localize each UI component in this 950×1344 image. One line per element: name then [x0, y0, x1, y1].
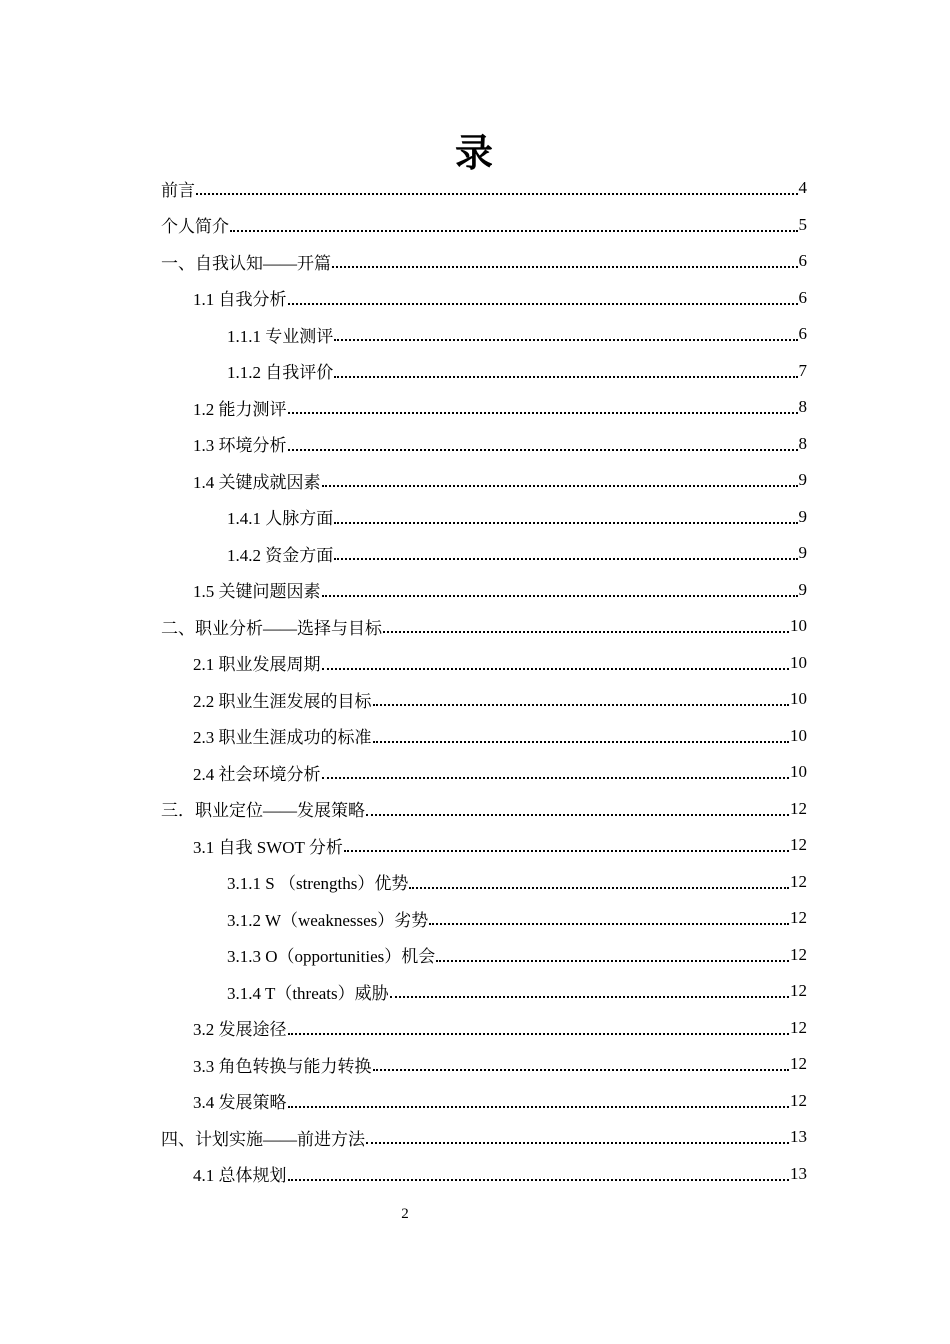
dot-leader — [288, 449, 798, 451]
toc-entry[interactable] — [0, 900, 950, 937]
dot-leader — [366, 1142, 789, 1144]
toc-entry-page: 13 — [790, 1127, 807, 1147]
toc-entry[interactable] — [0, 608, 950, 645]
toc-entry-page: 12 — [790, 981, 807, 1001]
toc-entry[interactable] — [0, 864, 950, 901]
toc-entry-label: 3.1 自我 SWOT 分析 — [193, 837, 343, 857]
toc-entry[interactable] — [0, 937, 950, 974]
dot-leader — [373, 1069, 790, 1071]
toc-entry-label: 1.3 环境分析 — [193, 436, 287, 456]
dot-leader — [436, 960, 789, 962]
toc-entry[interactable] — [0, 718, 950, 755]
toc-entry-label: 1.4.2 资金方面 — [227, 545, 334, 565]
toc-entry-page: 9 — [798, 579, 807, 599]
toc-entry[interactable] — [0, 572, 950, 609]
toc-entry-label: 3.1.2 W（weaknesses）劣势 — [227, 910, 429, 930]
dot-leader — [409, 887, 789, 889]
dot-leader — [383, 631, 789, 633]
toc-entry-page: 9 — [798, 506, 807, 526]
toc-entry-page: 8 — [798, 397, 807, 417]
toc-entry[interactable] — [0, 1010, 950, 1047]
toc-entry-label: 3.1.1 S （strengths）优势 — [227, 874, 409, 894]
toc-entry[interactable] — [0, 280, 950, 317]
toc-entry-label: 3.4 发展策略 — [193, 1093, 287, 1113]
dot-leader — [332, 266, 798, 268]
toc-entry-label: 1.2 能力测评 — [193, 399, 287, 419]
toc-entry[interactable] — [0, 462, 950, 499]
toc-entry-page: 9 — [798, 543, 807, 563]
dot-leader — [344, 850, 789, 852]
toc-entry[interactable] — [0, 170, 950, 207]
toc-entry-page: 12 — [790, 1054, 807, 1074]
toc-entry-page: 12 — [790, 1090, 807, 1110]
toc-entry[interactable] — [0, 681, 950, 718]
dot-leader — [322, 595, 798, 597]
toc-entry-label: 四、计划实施——前进方法 — [161, 1129, 365, 1149]
toc-entry-page: 6 — [798, 287, 807, 307]
dot-leader — [390, 996, 789, 998]
dot-leader — [288, 303, 798, 305]
dot-leader — [366, 814, 789, 816]
toc-entry[interactable] — [0, 1046, 950, 1083]
dot-leader — [373, 741, 790, 743]
toc-entry-page: 8 — [798, 433, 807, 453]
toc-entry-label: 2.1 职业发展周期 — [193, 655, 321, 675]
toc-entry-page: 12 — [790, 908, 807, 928]
toc-entry-page: 10 — [790, 762, 807, 782]
toc-entry-label: 2.4 社会环境分析 — [193, 764, 321, 784]
toc-entry-label: 3.1.4 T（threats）威胁 — [227, 983, 389, 1003]
toc-entry-label: 4.1 总体规划 — [193, 1166, 287, 1186]
toc-entry[interactable] — [0, 791, 950, 828]
dot-leader — [322, 668, 790, 670]
toc-entry-label: 二、职业分析——选择与目标 — [161, 618, 382, 638]
dot-leader — [334, 339, 797, 341]
toc-entry[interactable] — [0, 535, 950, 572]
dot-leader — [334, 376, 797, 378]
toc-entry-label: 前言 — [161, 180, 195, 200]
dot-leader — [373, 704, 790, 706]
toc-entry[interactable] — [0, 243, 950, 280]
dot-leader — [322, 777, 790, 779]
toc-entry-page: 12 — [790, 871, 807, 891]
toc-entry-page: 7 — [798, 360, 807, 380]
toc-entry[interactable] — [0, 499, 950, 536]
page-number: 2 — [401, 1206, 409, 1222]
toc-entry[interactable] — [0, 1083, 950, 1120]
toc-entry-label: 个人简介 — [161, 217, 229, 237]
toc-entry-page: 6 — [798, 251, 807, 271]
toc-entry-label: 1.4 关键成就因素 — [193, 472, 321, 492]
toc-entry-page: 5 — [798, 214, 807, 234]
dot-leader — [429, 923, 789, 925]
dot-leader — [288, 1106, 790, 1108]
dot-leader — [322, 485, 798, 487]
toc-entry-label: 1.4.1 人脉方面 — [227, 509, 334, 529]
toc-entry[interactable] — [0, 973, 950, 1010]
toc-entry-label: 1.1.1 专业测评 — [227, 326, 334, 346]
toc-entry-page: 12 — [790, 835, 807, 855]
toc-entry-label: 1.1 自我分析 — [193, 290, 287, 310]
toc-entry-label: 一、自我认知——开篇 — [161, 253, 331, 273]
toc-entry[interactable] — [0, 426, 950, 463]
toc-entry-page: 10 — [790, 725, 807, 745]
toc-entry-page: 10 — [790, 616, 807, 636]
dot-leader — [334, 522, 797, 524]
toc-entry[interactable] — [0, 827, 950, 864]
dot-leader — [288, 1179, 790, 1181]
toc-entry-label: 1.1.2 自我评价 — [227, 363, 334, 383]
dot-leader — [230, 230, 798, 232]
toc-entry-label: 2.2 职业生涯发展的目标 — [193, 691, 372, 711]
toc-entry-page: 12 — [790, 1017, 807, 1037]
toc-entry[interactable] — [0, 316, 950, 353]
toc-entry-label: 3.2 发展途径 — [193, 1020, 287, 1040]
toc-title: 录 — [454, 133, 495, 175]
dot-leader — [288, 412, 798, 414]
toc-entry-label: 2.3 职业生涯成功的标准 — [193, 728, 372, 748]
dot-leader — [288, 1033, 790, 1035]
dot-leader — [334, 558, 797, 560]
toc-entry-label: 3.1.3 O（opportunities）机会 — [227, 947, 436, 967]
toc-entry-page: 12 — [790, 944, 807, 964]
toc-entry-label: 1.5 关键问题因素 — [193, 582, 321, 602]
toc-entry[interactable] — [0, 353, 950, 390]
toc-entry-page: 10 — [790, 652, 807, 672]
toc-entry-page: 6 — [798, 324, 807, 344]
toc-entry[interactable] — [0, 754, 950, 791]
dot-leader — [196, 193, 798, 195]
toc-entry-page: 13 — [790, 1163, 807, 1183]
toc-entry-page: 10 — [790, 689, 807, 709]
toc-entry[interactable] — [0, 389, 950, 426]
toc-entry-label: 三．职业定位——发展策略 — [161, 801, 365, 821]
toc-entry-label: 3.3 角色转换与能力转换 — [193, 1056, 372, 1076]
toc-entry[interactable] — [0, 207, 950, 244]
toc-entry-page: 9 — [798, 470, 807, 490]
toc-entry-page: 4 — [798, 178, 807, 198]
toc-entry[interactable] — [0, 1156, 950, 1193]
table-of-contents — [0, 170, 950, 1192]
toc-entry-page: 12 — [790, 798, 807, 818]
toc-entry[interactable] — [0, 645, 950, 682]
toc-entry[interactable] — [0, 1119, 950, 1156]
